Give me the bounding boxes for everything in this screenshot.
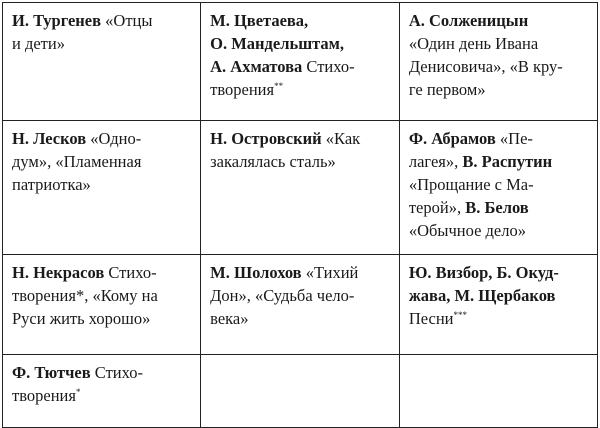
cell-text-line xyxy=(409,307,589,330)
table-row xyxy=(3,355,598,428)
work-title-text: Руси жить хорошо» xyxy=(12,309,151,328)
reading-list-table xyxy=(2,2,598,428)
cell-text-line xyxy=(12,127,192,150)
cell-text-line xyxy=(210,127,391,150)
work-title-text: закалялась сталь» xyxy=(210,152,336,171)
cell-text-line xyxy=(409,284,589,307)
work-title-text: лагея», xyxy=(408,152,463,171)
table-cell xyxy=(3,3,201,121)
work-title-text: «Один день Ивана xyxy=(408,34,539,53)
table-cell xyxy=(3,121,201,255)
author-name: И. Тургенев xyxy=(12,11,102,30)
work-title-text: патриотка» xyxy=(12,175,91,194)
cell-text-line xyxy=(409,9,589,32)
author-name: Н. Некрасов xyxy=(12,263,105,282)
cell-text-line xyxy=(12,307,192,330)
work-title-text: и дети» xyxy=(12,34,65,53)
author-name: Ф. Тютчев xyxy=(12,363,91,382)
cell-text-line xyxy=(12,384,192,407)
work-title-text: Стихо- xyxy=(104,263,157,282)
cell-text-line xyxy=(210,78,391,101)
cell-text-line xyxy=(12,9,192,32)
work-title-text: «Пе- xyxy=(495,129,533,148)
work-title-text: «Как xyxy=(321,129,361,148)
cell-text-line xyxy=(210,307,391,330)
table-cell xyxy=(399,3,597,121)
cell-text-line xyxy=(409,127,589,150)
work-title-text: Песни xyxy=(408,309,454,328)
table-cell xyxy=(399,255,597,355)
cell-text-line xyxy=(210,55,391,78)
work-title-text: ге первом» xyxy=(408,80,486,99)
table-cell xyxy=(201,121,400,255)
author-name: Ф. Абрамов xyxy=(408,129,496,148)
author-name: Ю. Визбор, Б. Окуд- xyxy=(408,263,559,282)
work-title-text: терой», xyxy=(408,198,466,217)
work-title-text: Денисовича», «В кру- xyxy=(408,57,563,76)
author-name: В. Распутин xyxy=(462,152,553,171)
author-name: В. Белов xyxy=(465,198,529,217)
cell-text-line xyxy=(409,78,589,101)
work-title-text: «Обычное дело» xyxy=(408,221,526,240)
author-name: А. Солженицын xyxy=(408,11,529,30)
author-name: А. Ахматова xyxy=(210,57,303,76)
work-title-text: творения xyxy=(210,80,275,99)
table-cell xyxy=(399,355,597,428)
footnote-marker: *** xyxy=(453,310,467,320)
table-cell xyxy=(3,255,201,355)
table-cell xyxy=(399,121,597,255)
author-name: М. Цветаева, xyxy=(210,11,309,30)
cell-text-line xyxy=(409,55,589,78)
work-title-text: века» xyxy=(210,309,249,328)
author-name: О. Мандельштам, xyxy=(210,34,345,53)
cell-text-line xyxy=(409,173,589,196)
work-title-text: «Прощание с Ма- xyxy=(408,175,534,194)
work-title-text: «Тихий xyxy=(301,263,359,282)
footnote-marker: * xyxy=(75,387,81,397)
cell-text-line xyxy=(210,32,391,55)
author-name: М. Шолохов xyxy=(210,263,302,282)
cell-text-line xyxy=(409,150,589,173)
cell-text-line xyxy=(12,361,192,384)
cell-text-line xyxy=(12,173,192,196)
cell-text-line xyxy=(210,150,391,173)
table-cell xyxy=(201,355,400,428)
cell-text-line xyxy=(409,32,589,55)
work-title-text: Стихо- xyxy=(302,57,355,76)
cell-text-line xyxy=(12,284,192,307)
table-cell xyxy=(201,255,400,355)
author-name: жава, М. Щербаков xyxy=(408,286,556,305)
work-title-text: дум», «Пламенная xyxy=(12,152,142,171)
author-name: Н. Лесков xyxy=(12,129,87,148)
work-title-text: Стихо- xyxy=(90,363,143,382)
author-name: Н. Островский xyxy=(210,129,322,148)
work-title-text: Дон», «Судьба чело- xyxy=(210,286,355,305)
cell-text-line xyxy=(210,261,391,284)
cell-text-line xyxy=(409,261,589,284)
work-title-text: «Одно- xyxy=(86,129,142,148)
table-row xyxy=(3,121,598,255)
cell-text-line xyxy=(12,150,192,173)
cell-text-line xyxy=(210,9,391,32)
footnote-marker: ** xyxy=(274,81,284,91)
cell-text-line xyxy=(409,196,589,219)
table-cell xyxy=(201,3,400,121)
table-row xyxy=(3,255,598,355)
table-cell xyxy=(3,355,201,428)
work-title-text: творения*, «Кому на xyxy=(12,286,158,305)
cell-text-line xyxy=(12,32,192,55)
work-title-text: творения xyxy=(12,386,76,405)
cell-text-line xyxy=(210,284,391,307)
cell-text-line xyxy=(12,261,192,284)
table-row xyxy=(3,3,598,121)
work-title-text: «Отцы xyxy=(101,11,153,30)
cell-text-line xyxy=(409,219,589,242)
